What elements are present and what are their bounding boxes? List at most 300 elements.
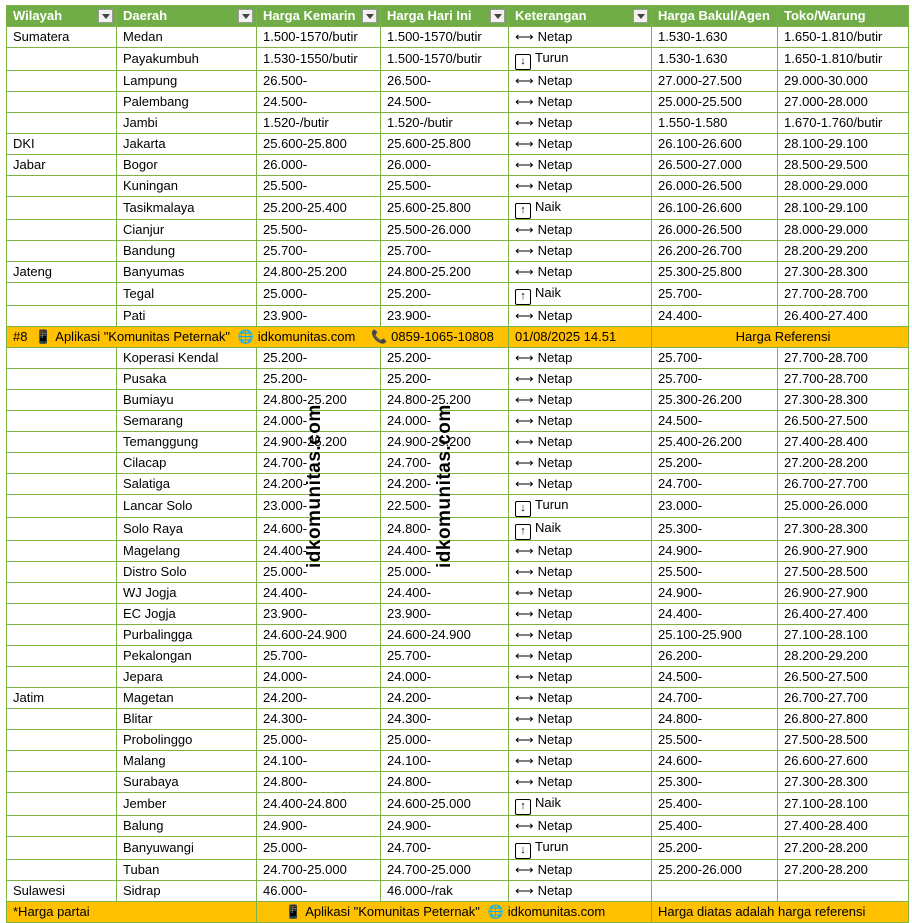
cell-keterangan: ↑ Naik <box>509 283 652 306</box>
cell-harga-kemarin: 25.000- <box>257 562 381 583</box>
cell-harga-hari-ini: 24.000- <box>381 667 509 688</box>
cell-wilayah <box>7 562 117 583</box>
table-row <box>7 197 909 220</box>
cell-harga-bakul: 26.100-26.600 <box>652 197 778 220</box>
cell-daerah: Salatiga <box>117 474 257 495</box>
cell-toko-warung: 27.500-28.500 <box>778 730 909 751</box>
table-row <box>7 709 909 730</box>
down-arrow-icon: ↓ <box>515 843 531 859</box>
cell-harga-hari-ini: 24.200- <box>381 688 509 709</box>
cell-daerah: Jambi <box>117 113 257 134</box>
cell-harga-kemarin: 46.000- <box>257 881 381 902</box>
col-toko-warung: Toko/Warung <box>778 6 909 27</box>
cell-toko-warung: 27.700-28.700 <box>778 369 909 390</box>
cell-harga-kemarin: 26.500- <box>257 71 381 92</box>
cell-toko-warung: 26.400-27.400 <box>778 604 909 625</box>
table-row <box>7 348 909 369</box>
cell-harga-kemarin: 24.800-25.200 <box>257 390 381 411</box>
cell-harga-hari-ini: 24.700- <box>381 453 509 474</box>
table-row <box>7 155 909 176</box>
cell-daerah: Pusaka <box>117 369 257 390</box>
cell-harga-kemarin: 25.200- <box>257 348 381 369</box>
steady-arrow-icon: ⟷ <box>515 669 534 684</box>
down-arrow-icon: ↓ <box>515 501 531 517</box>
filter-dropdown-button[interactable] <box>633 9 648 23</box>
cell-toko-warung: 28.200-29.200 <box>778 646 909 667</box>
cell-toko-warung: 27.200-28.200 <box>778 860 909 881</box>
cell-daerah: Jakarta <box>117 134 257 155</box>
cell-harga-bakul: 25.300-26.200 <box>652 390 778 411</box>
cell-harga-kemarin: 24.600- <box>257 518 381 541</box>
table-row <box>7 220 909 241</box>
watermark-text: idkomunitas.com <box>304 404 325 568</box>
cell-harga-bakul: 23.000- <box>652 495 778 518</box>
cell-harga-kemarin: 25.200-25.400 <box>257 197 381 220</box>
cell-wilayah: Jatim <box>7 688 117 709</box>
cell-harga-hari-ini: 25.600-25.800 <box>381 197 509 220</box>
cell-wilayah <box>7 348 117 369</box>
cell-daerah: Pekalongan <box>117 646 257 667</box>
cell-harga-hari-ini: 24.100- <box>381 751 509 772</box>
cell-daerah: Cianjur <box>117 220 257 241</box>
cell-wilayah <box>7 709 117 730</box>
cell-toko-warung: 26.900-27.900 <box>778 583 909 604</box>
cell-wilayah: Jateng <box>7 262 117 283</box>
cell-harga-hari-ini: 24.700- <box>381 837 509 860</box>
cell-harga-bakul: 25.400- <box>652 793 778 816</box>
table-row <box>7 646 909 667</box>
cell-harga-bakul: 25.700- <box>652 283 778 306</box>
cell-daerah: Tuban <box>117 860 257 881</box>
cell-keterangan: ⟷ Netap <box>509 348 652 369</box>
table-row <box>7 283 909 306</box>
cell-harga-hari-ini: 25.700- <box>381 241 509 262</box>
cell-harga-kemarin: 24.900- <box>257 816 381 837</box>
phone-app-icon: 📱 <box>35 329 52 344</box>
cell-harga-bakul: 26.500-27.000 <box>652 155 778 176</box>
cell-wilayah: DKI <box>7 134 117 155</box>
cell-daerah: EC Jogja <box>117 604 257 625</box>
cell-harga-hari-ini: 25.200- <box>381 369 509 390</box>
cell-daerah: Probolinggo <box>117 730 257 751</box>
cell-harga-bakul: 1.550-1.580 <box>652 113 778 134</box>
cell-wilayah <box>7 541 117 562</box>
cell-wilayah <box>7 646 117 667</box>
cell-harga-hari-ini: 25.500- <box>381 176 509 197</box>
cell-harga-kemarin: 25.200- <box>257 369 381 390</box>
table-row <box>7 92 909 113</box>
steady-arrow-icon: ⟷ <box>515 29 534 44</box>
cell-keterangan: ⟷ Netap <box>509 411 652 432</box>
globe-icon: 🌐 <box>487 904 504 919</box>
cell-daerah: Pati <box>117 306 257 327</box>
cell-toko-warung: 28.100-29.100 <box>778 134 909 155</box>
cell-keterangan: ⟷ Netap <box>509 751 652 772</box>
footer-ref-cell: Harga diatas adalah harga referensi <box>652 902 909 923</box>
cell-daerah: Bogor <box>117 155 257 176</box>
cell-harga-kemarin: 24.800-25.200 <box>257 262 381 283</box>
ad-datetime-cell: 01/08/2025 14.51 <box>509 327 652 348</box>
cell-daerah: Malang <box>117 751 257 772</box>
cell-wilayah <box>7 176 117 197</box>
col-daerah: Daerah <box>117 6 257 27</box>
cell-harga-kemarin: 24.400-24.800 <box>257 793 381 816</box>
cell-harga-hari-ini: 1.520-/butir <box>381 113 509 134</box>
steady-arrow-icon: ⟷ <box>515 73 534 88</box>
table-row <box>7 495 909 518</box>
col-keterangan: Keterangan <box>509 6 652 27</box>
table-row <box>7 113 909 134</box>
cell-harga-kemarin: 24.200- <box>257 688 381 709</box>
globe-icon: 🌐 <box>237 329 254 344</box>
cell-harga-hari-ini: 24.300- <box>381 709 509 730</box>
cell-keterangan: ↓ Turun <box>509 48 652 71</box>
cell-harga-kemarin: 23.000- <box>257 495 381 518</box>
cell-keterangan: ⟷ Netap <box>509 369 652 390</box>
steady-arrow-icon: ⟷ <box>515 862 534 877</box>
cell-keterangan: ⟷ Netap <box>509 881 652 902</box>
cell-harga-hari-ini: 25.000- <box>381 562 509 583</box>
steady-arrow-icon: ⟷ <box>515 222 534 237</box>
cell-harga-bakul: 25.000-25.500 <box>652 92 778 113</box>
steady-arrow-icon: ⟷ <box>515 157 534 172</box>
cell-daerah: Magetan <box>117 688 257 709</box>
cell-harga-kemarin: 24.700- <box>257 453 381 474</box>
cell-toko-warung: 26.700-27.700 <box>778 474 909 495</box>
cell-toko-warung: 26.600-27.600 <box>778 751 909 772</box>
steady-arrow-icon: ⟷ <box>515 648 534 663</box>
cell-toko-warung: 28.500-29.500 <box>778 155 909 176</box>
cell-keterangan: ⟷ Netap <box>509 625 652 646</box>
cell-toko-warung: 1.650-1.810/butir <box>778 48 909 71</box>
cell-wilayah <box>7 816 117 837</box>
cell-harga-kemarin: 24.800- <box>257 772 381 793</box>
cell-keterangan: ⟷ Netap <box>509 709 652 730</box>
cell-wilayah <box>7 583 117 604</box>
cell-keterangan: ⟷ Netap <box>509 71 652 92</box>
steady-arrow-icon: ⟷ <box>515 115 534 130</box>
cell-keterangan: ⟷ Netap <box>509 474 652 495</box>
cell-harga-bakul: 24.500- <box>652 667 778 688</box>
cell-harga-hari-ini: 22.500- <box>381 495 509 518</box>
cell-wilayah <box>7 518 117 541</box>
cell-harga-hari-ini: 24.900-25.200 <box>381 432 509 453</box>
cell-harga-bakul: 25.700- <box>652 369 778 390</box>
cell-harga-hari-ini: 46.000-/rak <box>381 881 509 902</box>
table-row <box>7 604 909 625</box>
cell-harga-bakul <box>652 881 778 902</box>
cell-harga-hari-ini: 24.700-25.000 <box>381 860 509 881</box>
table-row <box>7 369 909 390</box>
steady-arrow-icon: ⟷ <box>515 136 534 151</box>
cell-keterangan: ↑ Naik <box>509 518 652 541</box>
table-row <box>7 71 909 92</box>
cell-wilayah <box>7 474 117 495</box>
cell-toko-warung: 1.670-1.760/butir <box>778 113 909 134</box>
cell-harga-hari-ini: 24.600-25.000 <box>381 793 509 816</box>
cell-keterangan: ⟷ Netap <box>509 541 652 562</box>
table-row <box>7 518 909 541</box>
steady-arrow-icon: ⟷ <box>515 413 534 428</box>
cell-toko-warung: 27.100-28.100 <box>778 625 909 646</box>
cell-toko-warung: 27.300-28.300 <box>778 262 909 283</box>
cell-toko-warung: 27.200-28.200 <box>778 453 909 474</box>
cell-harga-kemarin: 25.700- <box>257 646 381 667</box>
cell-harga-bakul: 25.300- <box>652 772 778 793</box>
table-row <box>7 772 909 793</box>
cell-wilayah <box>7 369 117 390</box>
cell-wilayah <box>7 625 117 646</box>
cell-toko-warung: 29.000-30.000 <box>778 71 909 92</box>
cell-toko-warung: 27.400-28.400 <box>778 432 909 453</box>
cell-toko-warung: 27.700-28.700 <box>778 348 909 369</box>
steady-arrow-icon: ⟷ <box>515 711 534 726</box>
ad-row <box>7 327 909 348</box>
table-row <box>7 390 909 411</box>
cell-harga-bakul: 24.700- <box>652 688 778 709</box>
cell-harga-kemarin: 25.700- <box>257 241 381 262</box>
cell-daerah: Tegal <box>117 283 257 306</box>
cell-toko-warung: 27.100-28.100 <box>778 793 909 816</box>
cell-wilayah <box>7 495 117 518</box>
cell-daerah: WJ Jogja <box>117 583 257 604</box>
filter-dropdown-button[interactable] <box>362 9 377 23</box>
cell-daerah: Temanggung <box>117 432 257 453</box>
cell-harga-kemarin: 24.400- <box>257 541 381 562</box>
cell-daerah: Jepara <box>117 667 257 688</box>
steady-arrow-icon: ⟷ <box>515 627 534 642</box>
cell-daerah: Cilacap <box>117 453 257 474</box>
cell-keterangan: ⟷ Netap <box>509 220 652 241</box>
cell-keterangan: ⟷ Netap <box>509 562 652 583</box>
cell-keterangan: ⟷ Netap <box>509 27 652 48</box>
filter-dropdown-button[interactable] <box>98 9 113 23</box>
cell-wilayah <box>7 283 117 306</box>
cell-wilayah <box>7 860 117 881</box>
cell-keterangan: ⟷ Netap <box>509 646 652 667</box>
cell-keterangan: ⟷ Netap <box>509 453 652 474</box>
cell-toko-warung: 26.400-27.400 <box>778 306 909 327</box>
up-arrow-icon: ↑ <box>515 203 531 219</box>
cell-harga-bakul: 25.300-25.800 <box>652 262 778 283</box>
cell-harga-hari-ini: 24.800-25.200 <box>381 390 509 411</box>
steady-arrow-icon: ⟷ <box>515 476 534 491</box>
cell-toko-warung: 28.000-29.000 <box>778 176 909 197</box>
steady-arrow-icon: ⟷ <box>515 543 534 558</box>
cell-daerah: Banyumas <box>117 262 257 283</box>
cell-harga-bakul: 24.600- <box>652 751 778 772</box>
cell-wilayah <box>7 432 117 453</box>
cell-harga-hari-ini: 24.000- <box>381 411 509 432</box>
table-row <box>7 667 909 688</box>
table-row <box>7 48 909 71</box>
cell-harga-hari-ini: 26.500- <box>381 71 509 92</box>
cell-daerah: Lampung <box>117 71 257 92</box>
cell-keterangan: ⟷ Netap <box>509 860 652 881</box>
table-row <box>7 27 909 48</box>
footer-app-cell: 📱 Aplikasi "Komunitas Peternak" 🌐 idkomunitas.com <box>257 902 652 923</box>
steady-arrow-icon: ⟷ <box>515 606 534 621</box>
egg-price-table <box>6 5 909 923</box>
filter-dropdown-button[interactable] <box>238 9 253 23</box>
steady-arrow-icon: ⟷ <box>515 732 534 747</box>
cell-harga-kemarin: 25.500- <box>257 220 381 241</box>
cell-keterangan: ⟷ Netap <box>509 583 652 604</box>
cell-keterangan: ⟷ Netap <box>509 155 652 176</box>
up-arrow-icon: ↑ <box>515 799 531 815</box>
cell-harga-bakul: 24.400- <box>652 604 778 625</box>
cell-daerah: Payakumbuh <box>117 48 257 71</box>
header-row <box>7 6 909 27</box>
table-row <box>7 860 909 881</box>
steady-arrow-icon: ⟷ <box>515 243 534 258</box>
cell-harga-kemarin: 1.500-1570/butir <box>257 27 381 48</box>
telephone-icon: 📞 <box>370 329 388 344</box>
cell-toko-warung: 26.900-27.900 <box>778 541 909 562</box>
cell-wilayah <box>7 113 117 134</box>
table-row <box>7 688 909 709</box>
cell-harga-hari-ini: 24.900- <box>381 816 509 837</box>
cell-harga-hari-ini: 25.200- <box>381 283 509 306</box>
steady-arrow-icon: ⟷ <box>515 455 534 470</box>
table-row <box>7 730 909 751</box>
cell-toko-warung: 27.400-28.400 <box>778 816 909 837</box>
cell-daerah: Purbalingga <box>117 625 257 646</box>
phone-app-icon: 📱 <box>285 904 302 919</box>
cell-daerah: Magelang <box>117 541 257 562</box>
steady-arrow-icon: ⟷ <box>515 308 534 323</box>
cell-daerah: Surabaya <box>117 772 257 793</box>
table-row <box>7 432 909 453</box>
cell-harga-bakul: 25.200-26.000 <box>652 860 778 881</box>
col-wilayah: Wilayah <box>7 6 117 27</box>
cell-daerah: Solo Raya <box>117 518 257 541</box>
cell-harga-hari-ini: 24.800- <box>381 772 509 793</box>
cell-keterangan: ↓ Turun <box>509 495 652 518</box>
cell-toko-warung: 25.000-26.000 <box>778 495 909 518</box>
cell-harga-kemarin: 24.000- <box>257 667 381 688</box>
cell-wilayah <box>7 220 117 241</box>
cell-harga-hari-ini: 24.400- <box>381 541 509 562</box>
table-row <box>7 176 909 197</box>
cell-harga-bakul: 24.900- <box>652 541 778 562</box>
cell-harga-bakul: 24.900- <box>652 583 778 604</box>
cell-keterangan: ⟷ Netap <box>509 816 652 837</box>
cell-wilayah <box>7 837 117 860</box>
cell-harga-hari-ini: 25.200- <box>381 348 509 369</box>
cell-wilayah <box>7 604 117 625</box>
steady-arrow-icon: ⟷ <box>515 178 534 193</box>
cell-wilayah <box>7 453 117 474</box>
cell-harga-kemarin: 1.520-/butir <box>257 113 381 134</box>
cell-harga-kemarin: 24.500- <box>257 92 381 113</box>
table-row <box>7 837 909 860</box>
cell-daerah: Koperasi Kendal <box>117 348 257 369</box>
cell-harga-kemarin: 24.300- <box>257 709 381 730</box>
cell-wilayah <box>7 667 117 688</box>
table-row <box>7 241 909 262</box>
cell-toko-warung <box>778 881 909 902</box>
cell-harga-kemarin: 25.600-25.800 <box>257 134 381 155</box>
cell-toko-warung: 26.500-27.500 <box>778 411 909 432</box>
cell-keterangan: ⟷ Netap <box>509 92 652 113</box>
cell-keterangan: ⟷ Netap <box>509 134 652 155</box>
steady-arrow-icon: ⟷ <box>515 371 534 386</box>
cell-wilayah: Sumatera <box>7 27 117 48</box>
footer-row <box>7 902 909 923</box>
table-row <box>7 134 909 155</box>
cell-wilayah <box>7 71 117 92</box>
ad-ref-cell: Harga Referensi <box>652 327 909 348</box>
cell-keterangan: ↓ Turun <box>509 837 652 860</box>
cell-harga-hari-ini: 23.900- <box>381 306 509 327</box>
filter-dropdown-button[interactable] <box>490 9 505 23</box>
cell-harga-kemarin: 23.900- <box>257 306 381 327</box>
cell-harga-hari-ini: 24.500- <box>381 92 509 113</box>
table-row <box>7 751 909 772</box>
cell-harga-hari-ini: 24.800-25.200 <box>381 262 509 283</box>
cell-harga-hari-ini: 23.900- <box>381 604 509 625</box>
cell-keterangan: ⟷ Netap <box>509 176 652 197</box>
cell-toko-warung: 28.100-29.100 <box>778 197 909 220</box>
cell-harga-kemarin: 25.000- <box>257 837 381 860</box>
steady-arrow-icon: ⟷ <box>515 350 534 365</box>
cell-toko-warung: 28.200-29.200 <box>778 241 909 262</box>
cell-harga-bakul: 24.500- <box>652 411 778 432</box>
table-row <box>7 793 909 816</box>
cell-toko-warung: 27.500-28.500 <box>778 562 909 583</box>
cell-keterangan: ⟷ Netap <box>509 390 652 411</box>
cell-harga-bakul: 24.400- <box>652 306 778 327</box>
cell-daerah: Kuningan <box>117 176 257 197</box>
cell-keterangan: ⟷ Netap <box>509 306 652 327</box>
cell-wilayah <box>7 306 117 327</box>
cell-wilayah <box>7 92 117 113</box>
cell-toko-warung: 28.000-29.000 <box>778 220 909 241</box>
cell-wilayah <box>7 730 117 751</box>
cell-daerah: Bumiayu <box>117 390 257 411</box>
cell-daerah: Banyuwangi <box>117 837 257 860</box>
table-row <box>7 262 909 283</box>
steady-arrow-icon: ⟷ <box>515 564 534 579</box>
cell-harga-hari-ini: 24.600-24.900 <box>381 625 509 646</box>
table-row <box>7 583 909 604</box>
table-row <box>7 816 909 837</box>
cell-harga-kemarin: 24.900-25.200 <box>257 432 381 453</box>
cell-harga-hari-ini: 25.700- <box>381 646 509 667</box>
cell-harga-hari-ini: 25.500-26.000 <box>381 220 509 241</box>
cell-harga-kemarin: 23.900- <box>257 604 381 625</box>
cell-wilayah <box>7 411 117 432</box>
footer-note-cell: *Harga partai <box>7 902 257 923</box>
cell-harga-bakul: 27.000-27.500 <box>652 71 778 92</box>
cell-toko-warung: 27.700-28.700 <box>778 283 909 306</box>
up-arrow-icon: ↑ <box>515 289 531 305</box>
steady-arrow-icon: ⟷ <box>515 818 534 833</box>
cell-daerah: Lancar Solo <box>117 495 257 518</box>
table-row <box>7 881 909 902</box>
cell-toko-warung: 27.000-28.000 <box>778 92 909 113</box>
cell-harga-hari-ini: 1.500-1570/butir <box>381 48 509 71</box>
cell-toko-warung: 27.300-28.300 <box>778 772 909 793</box>
cell-harga-kemarin: 25.000- <box>257 730 381 751</box>
cell-harga-kemarin: 25.000- <box>257 283 381 306</box>
cell-harga-hari-ini: 1.500-1570/butir <box>381 27 509 48</box>
steady-arrow-icon: ⟷ <box>515 753 534 768</box>
steady-arrow-icon: ⟷ <box>515 434 534 449</box>
down-arrow-icon: ↓ <box>515 54 531 70</box>
cell-wilayah <box>7 197 117 220</box>
